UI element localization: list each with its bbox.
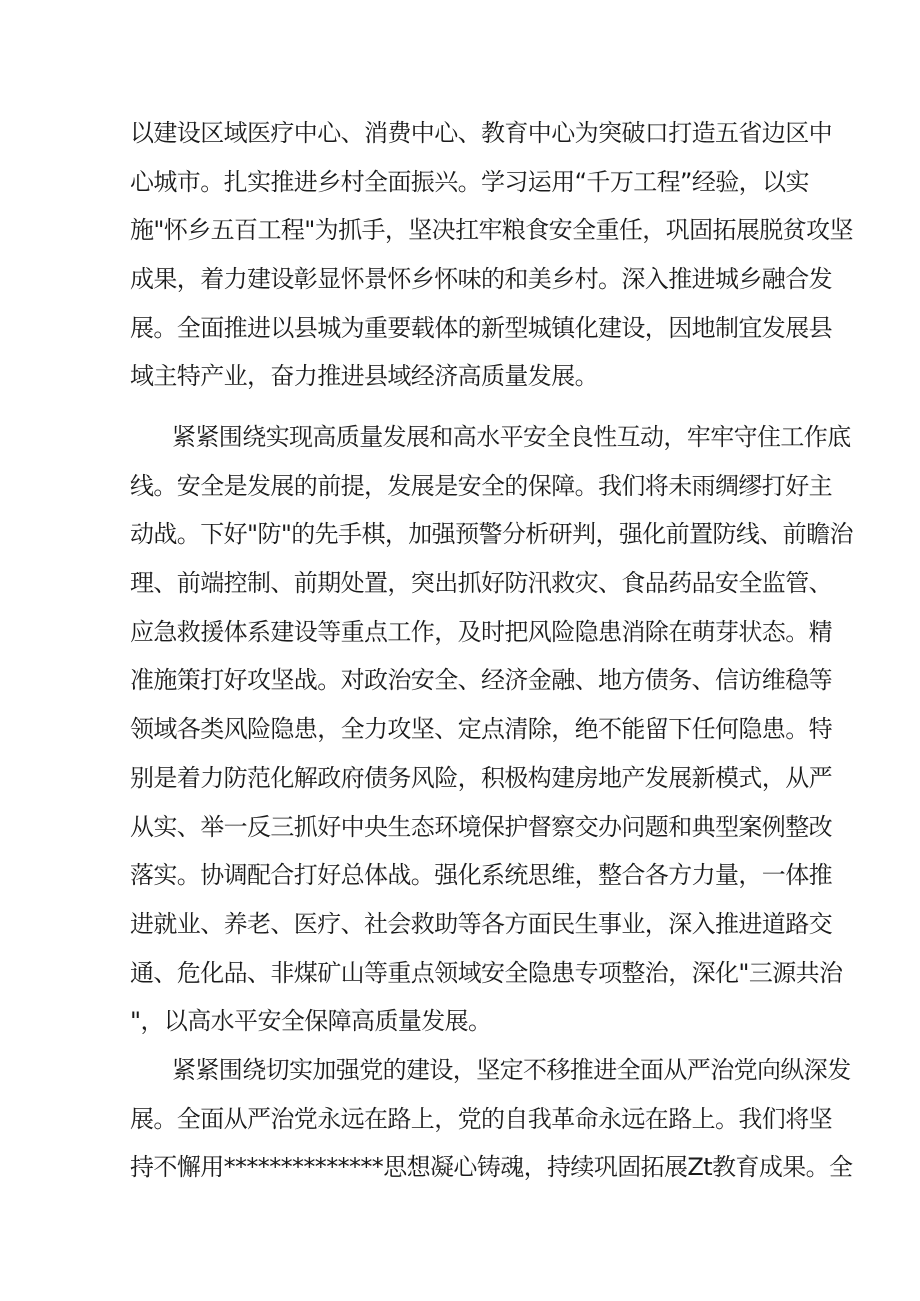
text-line: 领域各类风险隐患，全力攻坚、定点清除，绝不能留下任何隐患。特 [130,715,832,744]
paragraph-3 [130,1046,853,1192]
text-line: 展。全面从严治党永远在路上，党的自我革命永远在路上。我们将坚 [130,1104,832,1133]
text-line: "，以高水平安全保障高质量发展。 [130,1007,492,1036]
paragraph-1 [130,109,853,401]
text-line: 成果，着力建设彰显怀景怀乡怀味的和美乡村。深入推进城乡融合发 [130,265,832,294]
text-line: 从实、举一反三抓好中央生态环境保护督察交办问题和典型案例整改 [130,812,832,841]
text-line: 域主特产业，奋力推进县域经济高质量发展。 [130,362,598,391]
text-line: 进就业、养老、医疗、社会救助等各方面民生事业，深入推进道路交 [130,909,832,938]
text-line: 理、前端控制、前期处置，突出抓好防汛救灾、食品药品安全监管、 [130,569,832,598]
text-line: 应急救援体系建设等重点工作，及时把风险隐患消除在萌芽状态。精 [130,617,832,646]
text-line: 落实。协调配合打好总体战。强化系统思维，整合各方力量，一体推 [130,861,832,890]
text-line: 心城市。扎实推进乡村全面振兴。学习运用“千万工程”经验，以实 [130,167,809,196]
paragraph-2 [130,413,853,1046]
text-line: 动战。下好"防"的先手棋，加强预警分析研判，强化前置防线、前瞻治 [130,520,853,549]
text-line: 线。安全是发展的前提，发展是安全的保障。我们将未雨绸缪打好主 [130,471,832,500]
text-line: 通、危化品、非煤矿山等重点领域安全隐患专项整治，深化"三源共治 [130,958,843,987]
text-line: 持不懈用**************思想凝心铸魂，持续巩固拓展Zt教育成果。全 [130,1153,853,1182]
text-line: 紧紧围绕切实加强党的建设，坚定不移推进全面从严治党向纵深发 [172,1056,851,1084]
text-line: 准施策打好攻坚战。对政治安全、经济金融、地方债务、信访维稳等 [130,666,832,695]
text-line: 别是着力防范化解政府债务风险，积极构建房地产发展新模式，从严 [130,763,832,792]
text-line: 展。全面推进以县城为重要载体的新型城镇化建设，因地制宜发展县 [130,313,832,342]
text-line: 紧紧围绕实现高质量发展和高水平安全良性互动，牢牢守住工作底 [172,423,851,451]
text-line: 施"怀乡五百工程"为抓手，坚决扛牢粮食安全重任，巩固拓展脱贫攻坚 [130,216,853,245]
text-line: 以建设区域医疗中心、消费中心、教育中心为突破口打造五省边区中 [130,119,832,147]
